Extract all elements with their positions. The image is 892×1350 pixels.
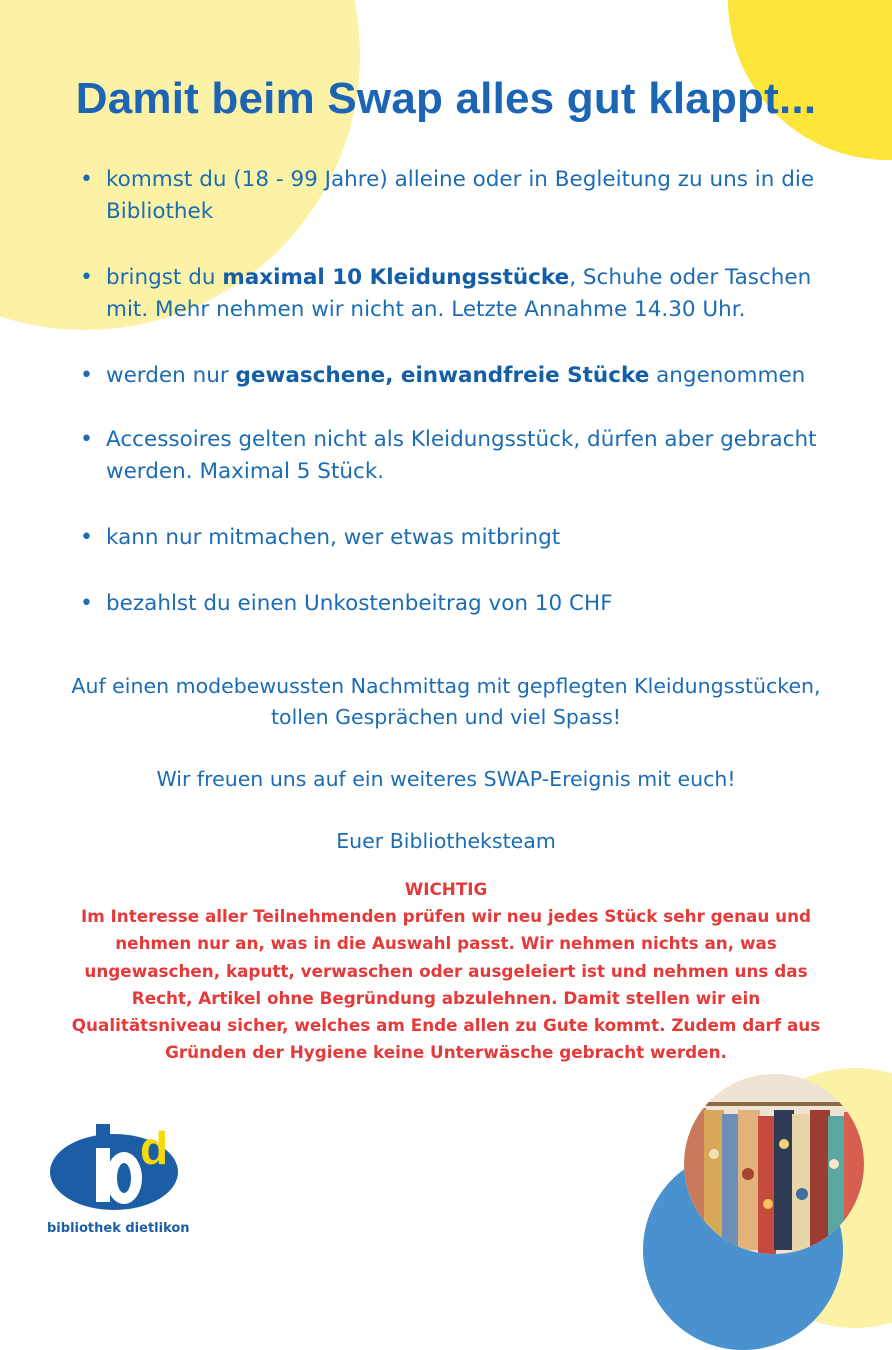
rules-list xyxy=(78,164,838,620)
closing-line-1: Auf einen modebewussten Nachmittag mit gepflegten Kleidungsstücken, xyxy=(71,674,821,698)
rule-emphasis: maximal 10 Kleidungsstücke xyxy=(222,265,570,290)
closing-line-2: tollen Gesprächen und viel Spass! xyxy=(271,705,621,729)
logo-name: bibliothek dietlikon xyxy=(47,1221,190,1236)
page-title: Damit beim Swap alles gut klappt... xyxy=(75,74,817,123)
warning-line: ungewaschen, kaputt, verwaschen oder ausgeleiert ist und nehmen uns das xyxy=(84,960,808,981)
warning-line: Qualitätsniveau sicher, welches am Ende allen zu Gute kommt. Zudem darf aus xyxy=(71,1015,821,1036)
warning-heading: WICHTIG xyxy=(404,879,488,899)
warning-line: Recht, Artikel ohne Begründung abzulehnen. Damit stellen wir ein xyxy=(131,987,761,1008)
clothing-rack-image xyxy=(684,1074,864,1254)
rule-item: • bezahlst du einen Unkostenbeitrag von 10 CHF xyxy=(78,588,838,620)
warning-line: Im Interesse aller Teilnehmenden prüfen wir neu jedes Stück sehr genau und xyxy=(80,906,812,927)
rule-item: • kann nur mitmachen, wer etwas mitbringt xyxy=(78,522,838,554)
rule-item: • werden nur gewaschene, einwandfreie Stücke angenommen xyxy=(78,360,838,392)
rule-emphasis: gewaschene, einwandfreie Stücke xyxy=(235,363,650,388)
signature: Euer Bibliotheksteam xyxy=(336,829,556,853)
clothing-rack-photo xyxy=(684,1074,864,1254)
warning-block xyxy=(40,876,852,1066)
rule-item: • kommst du (18 - 99 Jahre) alleine oder in Begleitung zu uns in die Bibliothek xyxy=(78,164,838,228)
warning-line: Gründen der Hygiene keine Unterwäsche gebracht werden. xyxy=(165,1042,727,1063)
warning-line: nehmen nur an, was in die Auswahl passt. Wir nehmen nichts an, was xyxy=(115,933,777,954)
rule-item: • bringst du maximal 10 Kleidungsstücke, Schuhe oder Taschen mit. Mehr nehmen wir nicht an. Letzte Annahme 14.30 Uhr. xyxy=(78,262,838,326)
rule-item: • Accessoires gelten nicht als Kleidungsstück, dürfen aber gebracht werden. Maximal 5 Stück. xyxy=(78,424,838,488)
closing-line-3: Wir freuen uns auf ein weiteres SWAP-Ereignis mit euch! xyxy=(156,767,736,791)
logo-letter-d: d xyxy=(140,1122,169,1174)
